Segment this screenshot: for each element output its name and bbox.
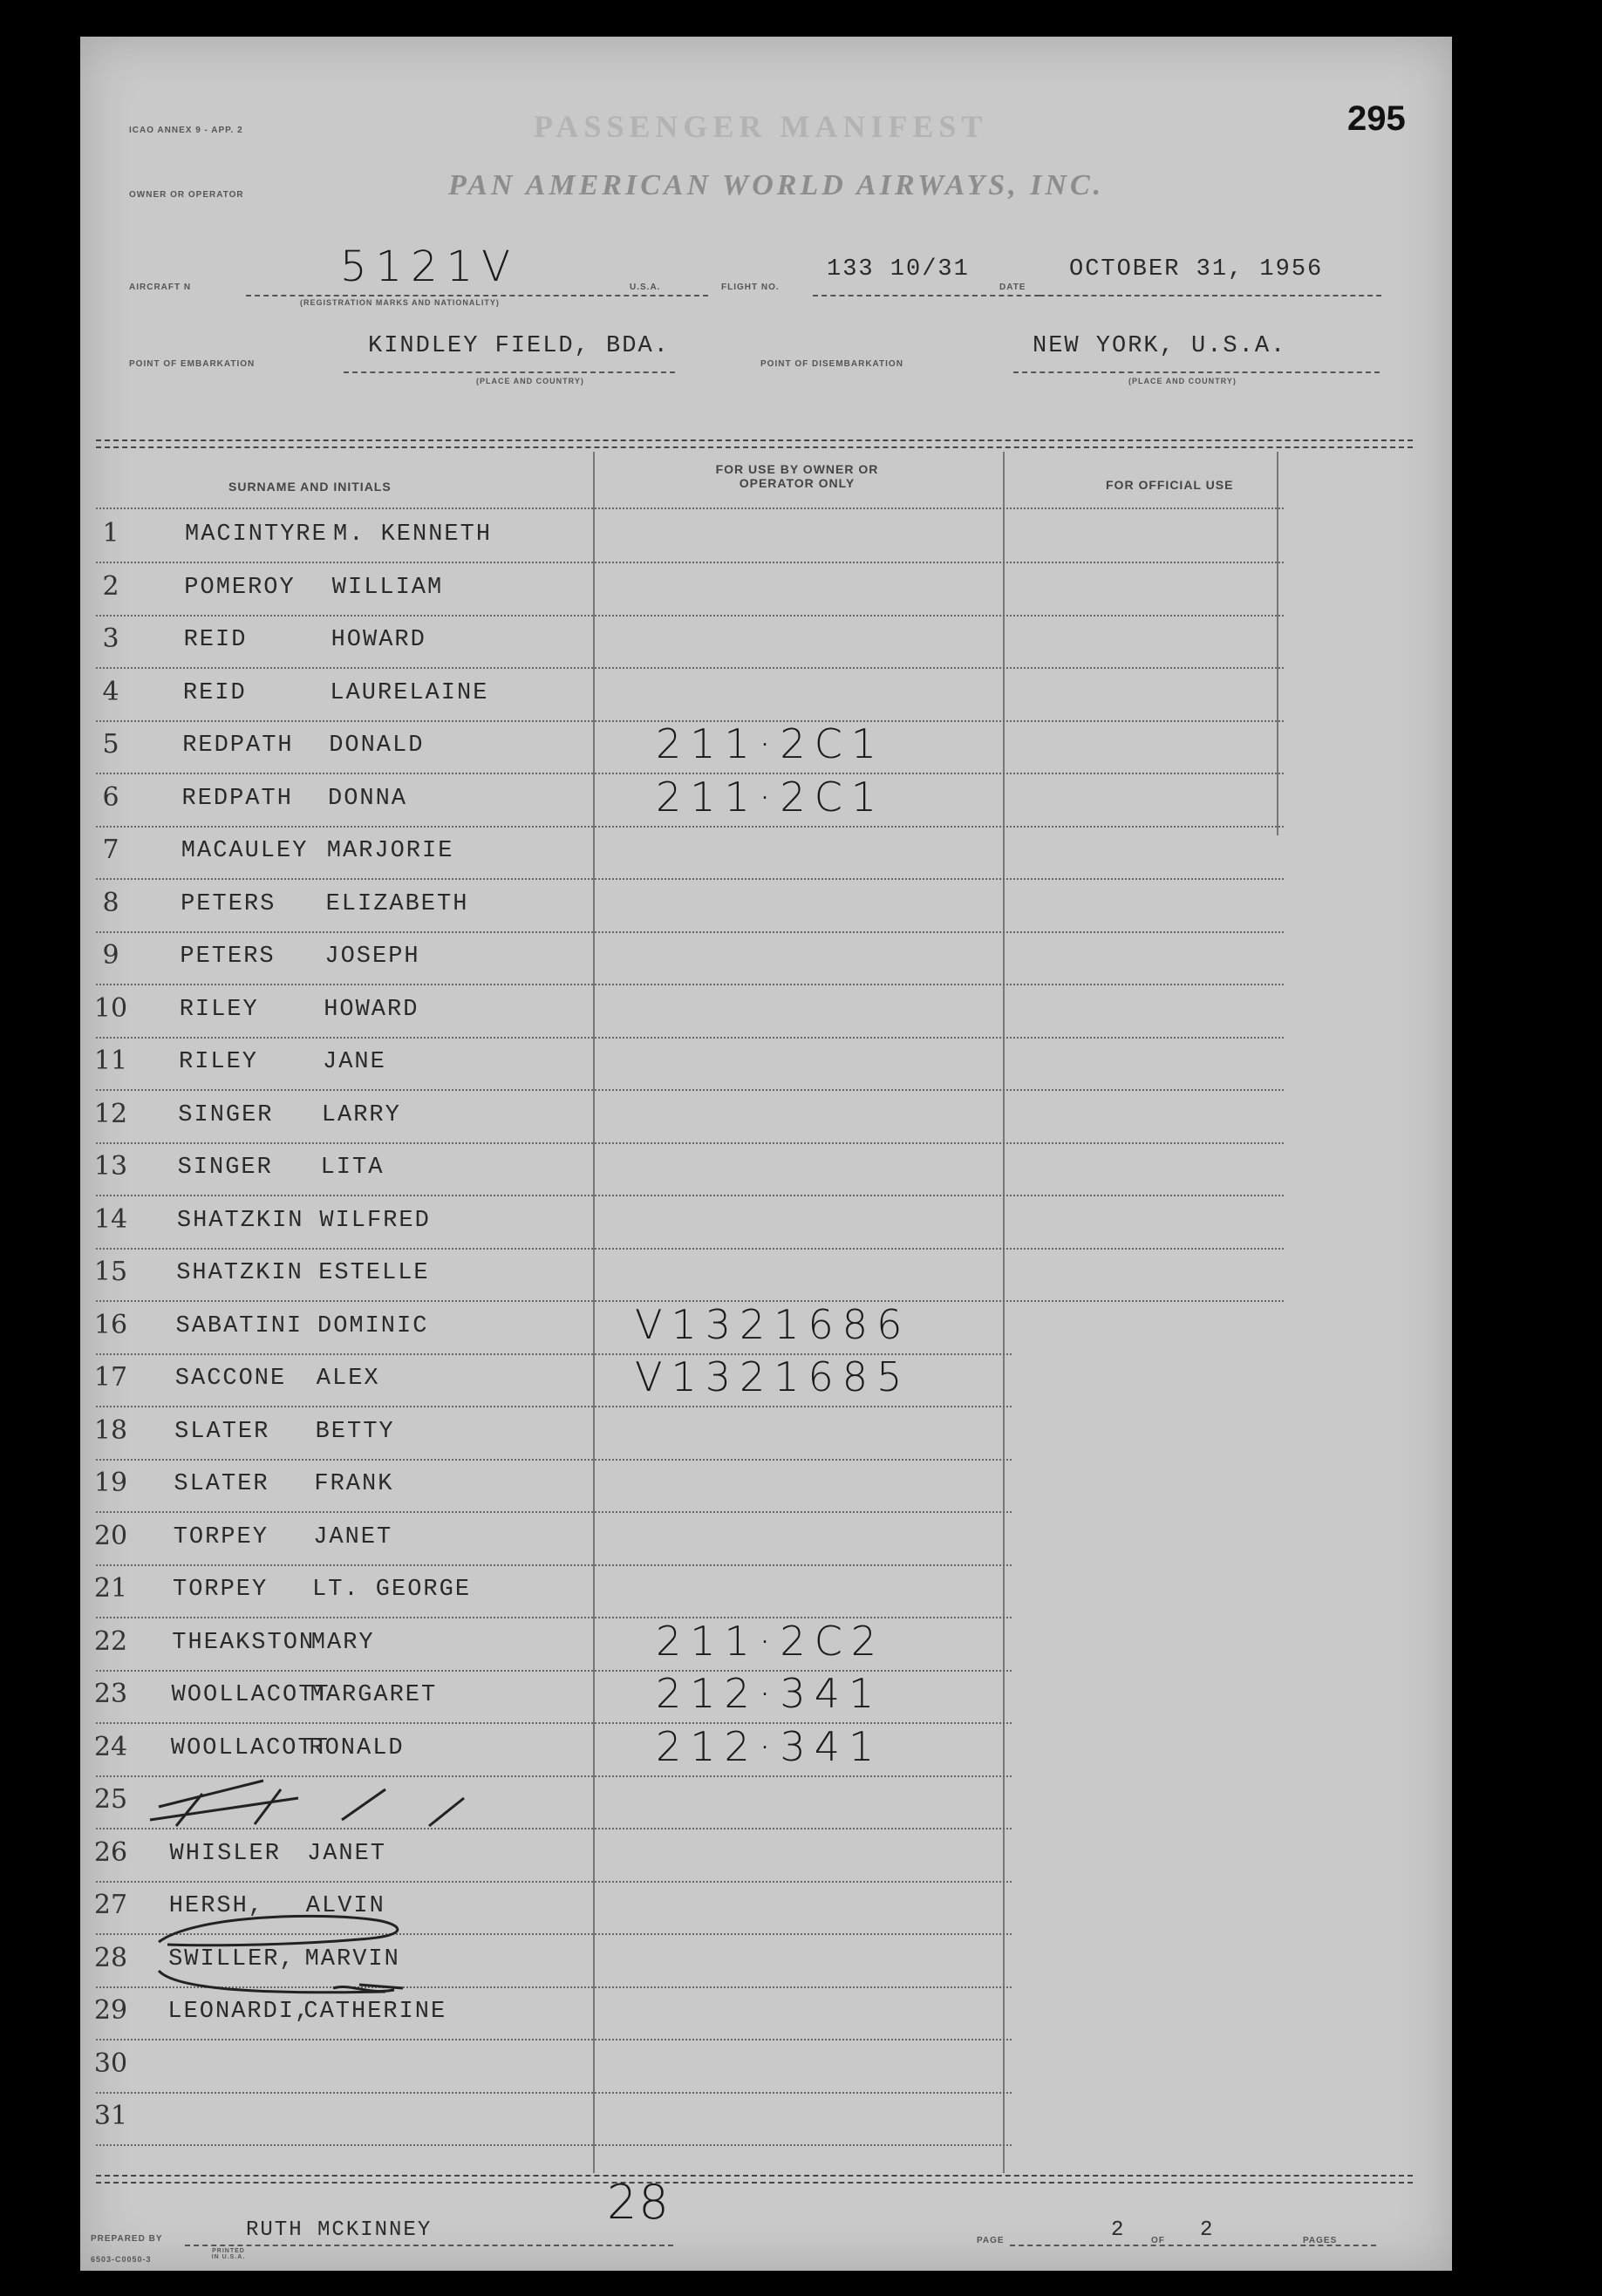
page-value: 2 xyxy=(1111,2218,1126,2242)
row-number: 17 xyxy=(93,1362,128,1393)
row-number: 26 xyxy=(93,1836,128,1868)
table-row xyxy=(80,1830,1452,1883)
row-number: 2 xyxy=(102,570,119,602)
scribble-row-31 xyxy=(141,1955,560,2016)
row-initials: ELIZABETH xyxy=(325,890,469,917)
row-owner-code: 211·2C1 xyxy=(656,720,886,767)
embark-value: KINDLEY FIELD, BDA. xyxy=(368,333,670,359)
table-row xyxy=(80,564,1452,617)
row-initials: MARGARET xyxy=(310,1682,438,1708)
of-value: 2 xyxy=(1200,2218,1215,2242)
row-initials: DONNA xyxy=(328,785,408,812)
row-number: 15 xyxy=(93,1257,128,1287)
row-initials: JANET xyxy=(307,1840,387,1867)
row-owner-code: 212·341 xyxy=(656,1722,883,1770)
row-initials: BETTY xyxy=(315,1418,395,1445)
row-initials: JANE xyxy=(323,1049,386,1075)
header-bottom-rule xyxy=(96,508,1284,509)
row-initials: JOSEPH xyxy=(324,944,420,970)
row-surname: SHATZKIN xyxy=(176,1207,304,1234)
table-row xyxy=(80,933,1452,985)
row-surname: SLATER xyxy=(174,1471,269,1497)
form-title: PASSENGER MANIFEST xyxy=(534,109,988,144)
col-header-surname: SURNAME AND INITIALS xyxy=(228,480,392,494)
table-row xyxy=(80,1144,1452,1196)
table-row xyxy=(80,986,1452,1039)
embark-label: POINT OF EMBARKATION xyxy=(129,359,256,369)
row-initials: LT. GEORGE xyxy=(312,1577,472,1603)
row-initials: M. KENNETH xyxy=(333,521,493,548)
flight-line xyxy=(813,295,1040,296)
row-number: 25 xyxy=(93,1784,128,1815)
date-line xyxy=(1040,295,1381,296)
row-number: 7 xyxy=(102,835,119,865)
col-header-official: FOR OFFICIAL USE xyxy=(1106,478,1234,492)
pages-label: PAGES xyxy=(1303,2236,1338,2245)
row-surname: SINGER xyxy=(177,1155,273,1181)
table-row xyxy=(80,1619,1452,1672)
row-number: 12 xyxy=(93,1098,128,1129)
row-surname: PETERS xyxy=(181,890,276,917)
table-row xyxy=(80,2094,1452,2146)
row-initials: WILLIAM xyxy=(331,574,444,601)
flight-value: 133 10/31 xyxy=(827,256,970,283)
table-row xyxy=(80,1514,1452,1566)
table-row xyxy=(80,670,1452,722)
row-initials: LAURELAINE xyxy=(330,679,489,706)
aircraft-line xyxy=(246,295,708,296)
row-initials: MARJORIE xyxy=(326,838,454,864)
row-initials: MARVIN xyxy=(304,1945,400,1972)
table-row xyxy=(80,1461,1452,1513)
row-number: 1 xyxy=(102,518,119,548)
row-surname: REID xyxy=(182,679,247,706)
table-row xyxy=(80,1672,1452,1724)
row-surname: SACCONE xyxy=(174,1366,287,1392)
printed-note: PRINTED IN U.S.A. xyxy=(211,2248,246,2260)
row-surname: WOOLLACOTT xyxy=(171,1682,331,1708)
row-surname: SINGER xyxy=(178,1101,274,1128)
row-owner-code: V1321685 xyxy=(635,1353,911,1400)
row-surname: POMEROY xyxy=(184,574,296,601)
prepared-line xyxy=(185,2245,673,2246)
row-surname: TORPEY xyxy=(173,1577,269,1603)
table-row xyxy=(80,2041,1452,2094)
aircraft-label: AIRCRAFT N xyxy=(129,283,192,292)
row-number: 29 xyxy=(93,1995,128,2026)
row-owner-code: 211·2C1 xyxy=(656,773,886,821)
row-surname: WHISLER xyxy=(169,1840,281,1867)
owner-value: PAN AMERICAN WORLD AIRWAYS, INC. xyxy=(448,169,1105,201)
date-label: DATE xyxy=(999,283,1026,292)
table-row xyxy=(80,1250,1452,1302)
prepared-value: RUTH MCKINNEY xyxy=(246,2218,433,2242)
row-surname: TORPEY xyxy=(173,1523,269,1550)
date-value: OCTOBER 31, 1956 xyxy=(1069,256,1324,283)
scribble-row-30 xyxy=(141,1903,560,1955)
aircraft-value: 5121V xyxy=(340,242,519,291)
registration-note: (REGISTRATION MARKS AND NATIONALITY) xyxy=(300,298,500,307)
row-initials: LARRY xyxy=(321,1101,401,1128)
row-initials: ALEX xyxy=(316,1366,380,1392)
row-surname: REDPATH xyxy=(182,732,294,759)
form-number: 6503-C0050-3 xyxy=(91,2255,152,2264)
strikeout-row-25 xyxy=(141,1772,665,1833)
row-surname: SWILLER, xyxy=(168,1945,296,1972)
row-initials: HOWARD xyxy=(331,627,426,653)
table-top-rule xyxy=(96,439,1413,448)
row-number: 31 xyxy=(93,2101,128,2131)
row-initials: LITA xyxy=(320,1155,385,1181)
row-initials: WILFRED xyxy=(319,1207,431,1234)
row-surname: MACINTYRE xyxy=(185,521,328,548)
total-mark: 28 xyxy=(607,2175,671,2230)
row-number: 24 xyxy=(93,1731,128,1762)
manifest-sheet xyxy=(80,37,1452,2271)
row-number: 11 xyxy=(93,1046,128,1076)
embark-line xyxy=(344,371,675,373)
table-row xyxy=(80,775,1452,828)
table-row xyxy=(80,617,1452,669)
row-number: 22 xyxy=(93,1625,128,1657)
row-surname: MACAULEY xyxy=(181,838,309,864)
of-label: OF xyxy=(1151,2236,1165,2245)
row-surname: HERSH, xyxy=(168,1893,265,1919)
form-id: ICAO ANNEX 9 - APP. 2 xyxy=(129,126,243,135)
table-row xyxy=(80,1039,1452,1091)
row-initials: ALVIN xyxy=(305,1893,385,1919)
row-surname: RILEY xyxy=(179,996,259,1023)
table-row xyxy=(80,881,1452,933)
page-stamp: 295 xyxy=(1347,99,1406,138)
row-number: 27 xyxy=(93,1890,128,1920)
row-initials: ESTELLE xyxy=(318,1260,430,1286)
row-number: 13 xyxy=(93,1151,128,1182)
row-surname: SHATZKIN xyxy=(176,1260,303,1286)
row-surname: REDPATH xyxy=(181,785,293,812)
row-rule xyxy=(96,2144,1012,2146)
table-row xyxy=(80,1300,1452,1355)
table-row xyxy=(80,1408,1452,1461)
row-surname: THEAKSTON xyxy=(172,1629,316,1656)
row-surname: LEONARDI, xyxy=(167,1999,311,2025)
row-number: 9 xyxy=(102,940,119,971)
row-initials: HOWARD xyxy=(324,996,419,1023)
row-initials: JANET xyxy=(313,1523,393,1550)
row-number: 10 xyxy=(93,992,128,1024)
row-owner-code: 211·2C2 xyxy=(656,1617,886,1665)
col-header-owner: FOR USE BY OWNER OR OPERATOR ONLY xyxy=(715,462,879,490)
row-owner-code: V1321686 xyxy=(635,1300,911,1348)
row-owner-code: 212·341 xyxy=(656,1670,883,1717)
prepared-label: PREPARED BY xyxy=(91,2234,163,2244)
row-number: 3 xyxy=(102,623,119,654)
usa-label: U.S.A. xyxy=(630,283,661,292)
disembark-line xyxy=(1013,371,1380,373)
row-number: 28 xyxy=(93,1942,128,1973)
owner-label: OWNER OR OPERATOR xyxy=(129,190,244,200)
row-number: 20 xyxy=(93,1520,128,1551)
row-number: 21 xyxy=(93,1573,128,1604)
row-initials: FRANK xyxy=(314,1471,394,1497)
place-note-1: (PLACE AND COUNTRY) xyxy=(476,377,584,385)
row-number: 30 xyxy=(93,2047,128,2079)
row-surname: SLATER xyxy=(174,1418,270,1445)
place-note-2: (PLACE AND COUNTRY) xyxy=(1128,377,1237,385)
row-surname: PETERS xyxy=(180,944,276,970)
table-row xyxy=(80,1722,1452,1777)
row-number: 19 xyxy=(93,1468,128,1498)
table-bottom-rule xyxy=(96,2175,1413,2184)
row-number: 16 xyxy=(93,1309,128,1340)
row-number: 6 xyxy=(102,781,119,813)
flight-label: FLIGHT NO. xyxy=(721,283,780,292)
row-number: 8 xyxy=(102,887,119,918)
table-row xyxy=(80,1092,1452,1144)
row-initials: DONALD xyxy=(329,732,425,759)
row-surname: RILEY xyxy=(179,1049,259,1075)
row-initials: MARY xyxy=(310,1629,375,1656)
page-label: PAGE xyxy=(977,2236,1005,2245)
row-number: 4 xyxy=(102,676,119,707)
table-row xyxy=(80,1566,1452,1618)
row-surname: REID xyxy=(183,627,248,653)
row-surname: SABATINI xyxy=(175,1312,303,1339)
row-surname: WOOLLACOTT xyxy=(170,1734,330,1761)
row-initials: DOMINIC xyxy=(317,1312,429,1339)
table-row xyxy=(80,1355,1452,1407)
row-number: 23 xyxy=(93,1679,128,1709)
table-row xyxy=(80,511,1452,563)
row-initials: RONALD xyxy=(309,1734,405,1761)
table-row xyxy=(80,828,1452,880)
row-number: 18 xyxy=(93,1414,128,1446)
row-initials: CATHERINE xyxy=(303,1999,447,2025)
row-number: 5 xyxy=(102,729,119,760)
table-row xyxy=(80,722,1452,774)
disembark-label: POINT OF DISEMBARKATION xyxy=(760,359,903,369)
disembark-value: NEW YORK, U.S.A. xyxy=(1033,333,1287,359)
row-number: 14 xyxy=(93,1203,128,1235)
table-row xyxy=(80,1197,1452,1250)
